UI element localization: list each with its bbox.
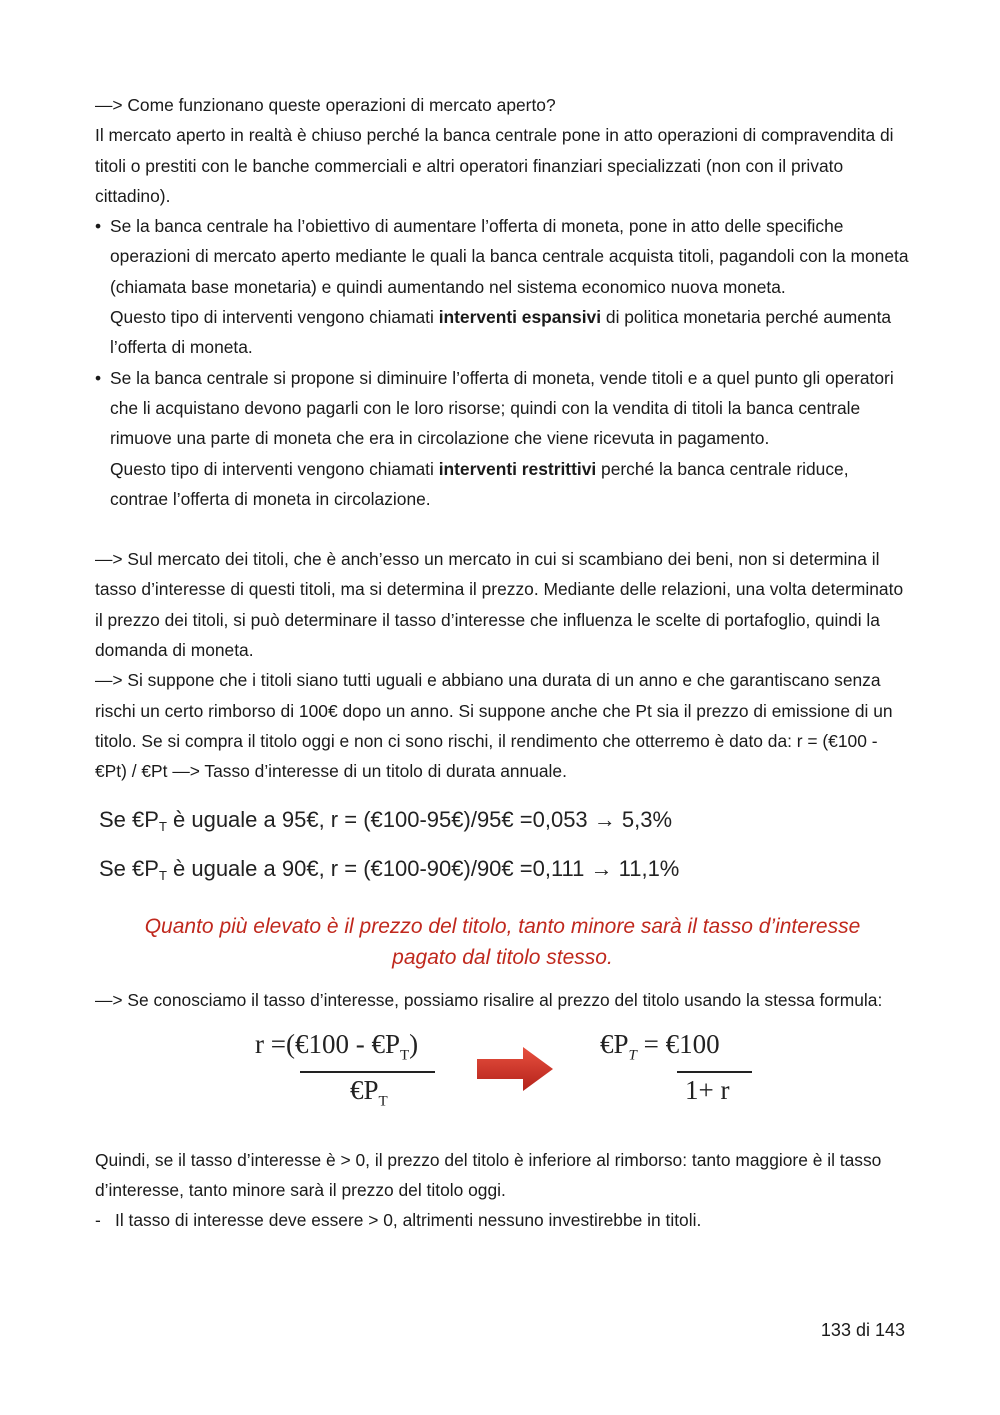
example-line: Se $€P_T$ è uguale a 95€, r = (€100-95€)/95€ =0,053 → 5,3%: [99, 806, 673, 834]
dash-item-text: Il tasso di interesse deve essere > 0, altrimenti nessuno investirebbe in titoli.: [115, 1210, 702, 1231]
dash-marker: -: [95, 1210, 101, 1231]
examples-block: [95, 799, 910, 897]
bold-term: interventi espansivi: [438, 307, 602, 328]
bullet-item: [95, 363, 910, 514]
paragraph: —> Si suppone che i titoli siano tutti uguali e abbiano una durata di un anno e che garantiscano senza rischi un certo rimborso di 100€ dopo un anno. Si suppone anche che Pt sia il prezzo di emissione di un titolo. Se si compra il titolo oggi e non ci sono rischi, il rendimento che otterremo è dato da: r = (€100 - €Pt) / €Pt —> Tasso d’interesse di un titolo di durata annuale.: [95, 670, 893, 782]
highlight-statement: Quanto più elevato è il prezzo del titolo, tanto minore sarà il tasso d’interesse pagato dal titolo stesso.: [144, 914, 861, 969]
paragraph: —> Sul mercato dei titoli, che è anch’esso un mercato in cui si scambiano dei beni, non si determina il tasso d’interesse di questi titoli, ma si determina il prezzo. Mediante delle relazioni, una volta determinato il prezzo dei titoli, si può determinare il tasso d’interesse che influenza le scelte di portafoglio, quindi la domanda di moneta.: [95, 549, 904, 661]
dash-list-item: [95, 1205, 910, 1235]
paragraph: Il mercato aperto in realtà è chiuso perché la banca centrale pone in atto operazioni di compravendita di titoli o prestiti con le banche commerciali e altri operatori finanziari specializzati (non con il privato cittadino).: [95, 125, 894, 206]
page-number: 133 di 143: [820, 1320, 905, 1340]
bullet-dot-icon: •: [95, 367, 102, 388]
bullet-text: Se la banca centrale ha l’obiettivo di aumentare l’offerta di moneta, pone in atto delle specifiche operazioni di mercato aperto mediante le quali la banca centrale acquista titoli, pagandoli con la moneta (chiamata base monetaria) e quindi aumentando nel sistema economico nuova moneta.: [110, 216, 909, 297]
formula-right-denominator: 1+ r: [685, 1074, 730, 1105]
paragraph: —> Se conosciamo il tasso d’interesse, possiamo risalire al prezzo del titolo usando la stessa formula:: [95, 989, 883, 1010]
page-content: [95, 90, 910, 1236]
bullet-dot-icon: •: [95, 216, 102, 237]
bullet-text: Se la banca centrale si propone si diminuire l’offerta di moneta, vende titoli e a quel punto gli operatori che li acquistano devono pagarli con le loro risorse; quindi con la vendita di titoli la banca centrale rimuove una parte di moneta che era in circolazione che viene ricevuta in pagamento.: [110, 367, 894, 449]
right-arrow-icon: [477, 1047, 555, 1091]
bullet-subtext: Questo tipo di interventi vengono chiamati interventi espansivi di politica monetaria perché aumenta l’offerta di moneta.: [110, 307, 892, 358]
example-line: Se $€P_T$ è uguale a 90€, r = (€100-90€)/90€ =0,111 → 11,1%: [99, 855, 680, 883]
question-line: —> Come funzionano queste operazioni di mercato aperto?: [95, 95, 556, 115]
formula-left-denominator: $€P_T$: [350, 1074, 388, 1110]
bullet-item: [95, 211, 910, 362]
bold-term: interventi restrittivi: [438, 458, 597, 479]
formula-graphic: [95, 1025, 910, 1135]
bullet-subtext: Questo tipo di interventi vengono chiamati interventi restrittivi perché la banca centrale riduce, contrae l’offerta di moneta in circolazione.: [110, 458, 849, 509]
paragraph: Quindi, se il tasso d’interesse è > 0, il prezzo del titolo è inferiore al rimborso: tanto maggiore è il tasso d’interesse, tanto minore sarà il prezzo del titolo oggi.: [95, 1149, 882, 1201]
formula-left-numerator: r =(€100 - $€P_T$): [255, 1028, 419, 1064]
formula-right-numerator: $€P_T$ = €100: [600, 1028, 720, 1064]
